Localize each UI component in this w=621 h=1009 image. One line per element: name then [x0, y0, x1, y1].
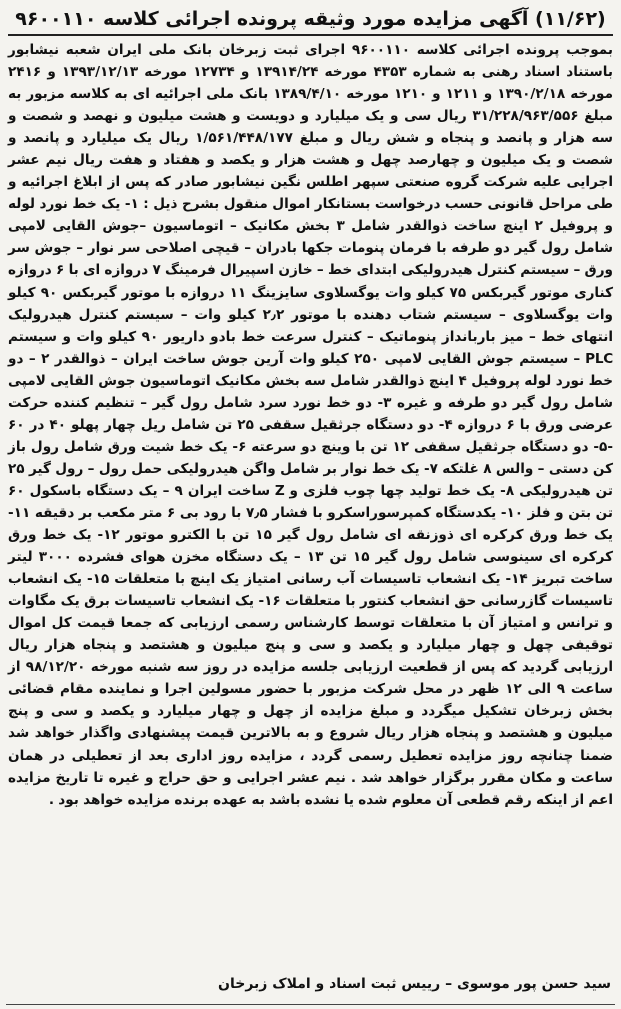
- notice-paragraph: بموجب پرونده اجرائی کلاسه ۹۶۰۰۱۱۰ اجرای ثبت زبرخان بانک ملی ایران شعبه نیشابور باستناد اسناد رهنی به شماره ۴۳۵۳ مورخه ۱۳۹۱۴/۲۴ و ۱۲۷۳۴ مورخه ۱۳۹۳/۱۲/۱۳ و ۲۴۱۶ مورخه ۱۳۹۰/۲/۱۸ و ۱۲۱۱ و ۱۲۱۰ مورخه ۱۳۸۹/۴/۱۰ بانک ملی اجرائیه ای به کلاسه مزبور به مبلغ ۳۱/۲۲۸/۹۶۳/۵۵۶ ریال سی و یک میلیارد و دویست و هشت میلیون و نهصد و شصت و سه هزار و پانصد و پنجاه و شش ریال و مبلغ ۱/۵۶۱/۴۴۸/۱۷۷ ریال یک میلیارد و پانصد و شصت و یک میلیون و چهارصد چهل و هشت هزار و یکصد و هفتاد و هفت ریال نیم عشر اجرایی علیه شرکت گروه صنعتی سپهر اطلس نگین نیشابور صادر که پس از ابلاغ اجرائیه و طی مراحل قانونی حسب درخواست بستانکار اموال منقول بشرح ذیل : ۱- یک خط نورد لوله و پروفیل ۲ اینچ ساخت ذوالقدر شامل ۳ بخش مکانیک – اتوماسیون –جوش القایی لامپی شامل رول گیر دو طرفه با فرمان پنومات جکها بادران – قیچی اصلاحی سر نوار – جوش سر ورق – سیستم کنترل هیدرولیکی ابتدای خط – خازن اسپیرال فرمینگ ۷ دروازه ای با ۶ دروازه کناری موتور گیربکس ۷۵ کیلو وات یوگسلاوی سایزینگ ۱۱ دروازه با موتور گیربکس ۹۰ کیلو وات یوگسلاوی – سیستم شتاب دهنده با موتور ۲٫۲ کیلو وات – سیستم کنترل هیدرولیک انتهای خط – میز باربانداز پنوماتیک – کنترل سرعت خط بادو داریور ۹۰ کیلو وات و سیستم PLC – سیستم جوش القایی لامپی ۲۵۰ کیلو وات آرین جوش ساخت ایران – ذوالقدر ۲ – دو خط نورد لوله پروفیل ۴ اینچ ذوالقدر شامل سه بخش مکانیک اتوماسیون جوش القایی لامپی شامل رول گیر دو طرفه و غیره ۳- دو خط نورد سرد شامل رول گیر – تنظیم کننده حرکت عرضی ورق با ۶ دروازه ۴- دو دستگاه جرثقیل سقفی ۲۵ تن شامل ریل چهار پهلو ۴۰ در ۶۰ -۵- دو دستگاه جرثقیل سقفی ۱۲ تن با وینچ دو سرعته ۶- یک خط شیت ورق شامل رول باز کن دستی – والس ۸ غلتکه ۷- یک خط نوار بر شامل واگن هیدرولیکی حمل رول – رول گیر ۲۵ تن هیدرولیکی ۸- یک خط تولید چها چوب فلزی و Z ساخت ایران ۹ – یک دستگاه باسکول ۶۰ تن بتن و فلز ۱۰- یکدستگاه کمپرسوراسکرو با فشار ۷٫۵ با رود بی ۶ متر مکعب بر دقیقه ۱۱- یک خط ورق کرکره ای ذوزنقه ای شامل رول گیر ۱۵ تن با الکترو موتور ۱۲- یک خط ورق کرکره ای سینوسی شامل رول گیر ۱۵ تن ۱۳ – یک دستگاه مخزن هوای فشرده ۳۰۰۰ لیتر ساخت تبریز ۱۴- یک انشعاب تاسیسات آب رسانی امتیاز یک اینچ با متعلقات ۱۵- یک انشعاب تاسیسات گازرسانی حق انشعاب کنتور با متعلقات ۱۶- یک انشعاب تاسیسات برق یک مگاوات و ترانس و امتیاز آن با متعلقات توسط کارشناس رسمی ارزیابی که جمعا قیمت کل اموال توقیفی چهل و چهار میلیارد و یکصد و سی و پنج میلیون و هشتصد و پنجاه هزار ریال ارزیابی گردید که پس از قطعیت ارزیابی جلسه مزایده در روز سه شنبه مورخه ۹۸/۱۲/۲۰ از ساعت ۹ الی ۱۲ ظهر در محل شرکت مزبور با حضور مسولین اجرا و نماینده مقام قضائی بخش زبرخان تشکیل میگردد و مبلغ مزایده از چهل و چهار میلیارد و یکصد و سی و پنج میلیون و هشتصد و پنجاه هزار ریال شروع و به بالاترین قیمت پیشنهادی واگذار خواهد شد ضمنا چنانچه روز مزایده تعطیل رسمی گردد ، مزایده روز اداری بعد از تعطیلی در همان ساعت و مکان مقرر برگزار خواهد شد . نیم عشر اجرایی و حق حراج و غیره تا تاریخ مزایده اعم از اینکه رقم قطعی آن معلوم شده یا نشده باشد به عهده برنده مزایده خواهد بود .: [8, 42, 614, 808]
- notice-signature: سید حسن پور موسوی – رییس ثبت اسناد و املاک زبرخان: [218, 976, 611, 992]
- bottom-divider: [6, 1004, 615, 1005]
- notice-title: (۱۱/۶۲) آگهی مزایده مورد وثیقه پرونده اجرائی کلاسه ۹۶۰۰۱۱۰: [8, 4, 613, 36]
- notice-body: [8, 39, 613, 811]
